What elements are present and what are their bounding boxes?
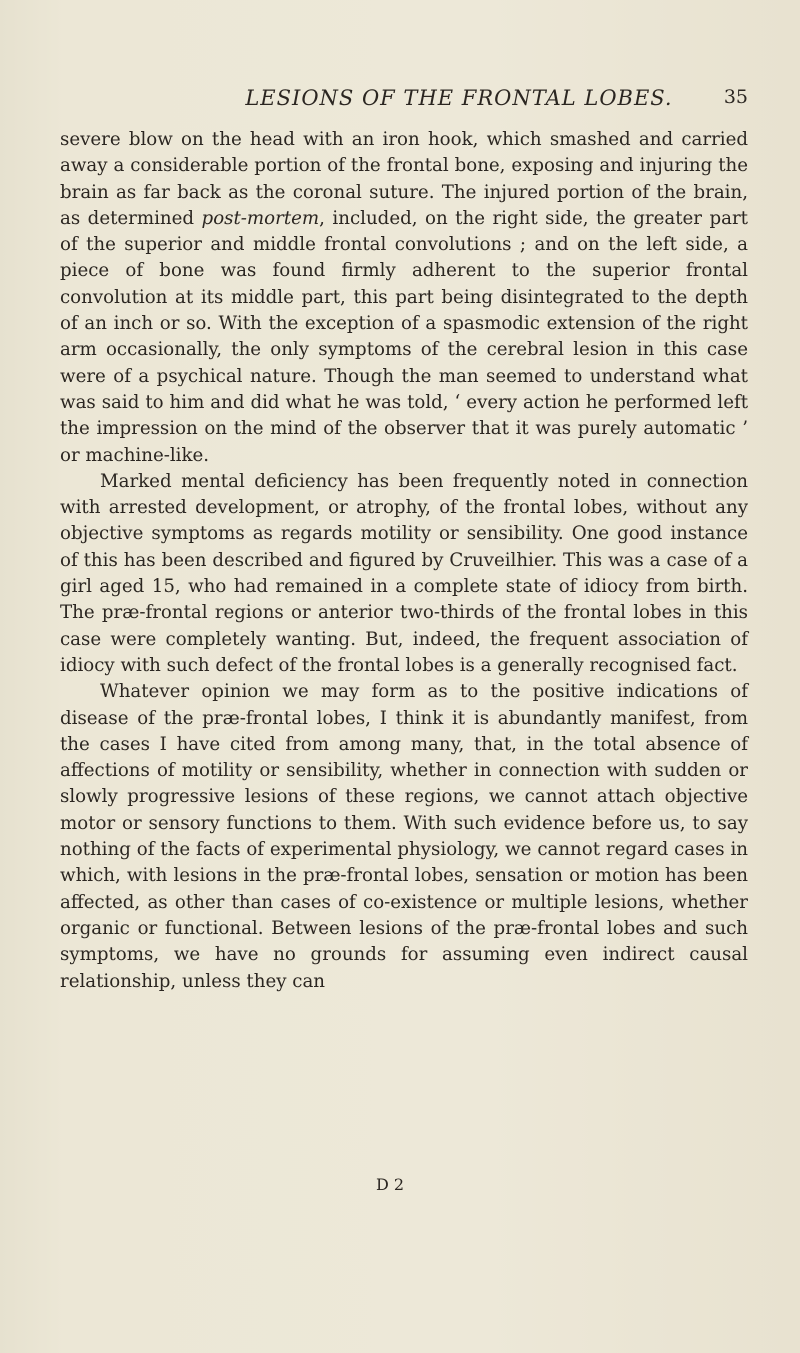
page-number: 35 xyxy=(723,86,748,108)
paragraph-1 xyxy=(60,127,748,469)
paragraph-1-italic: post-mortem xyxy=(201,207,320,229)
running-head xyxy=(60,86,748,116)
running-title: LESIONS OF THE FRONTAL LOBES. xyxy=(245,86,673,110)
body-text xyxy=(60,127,748,995)
paragraph-1-pre: severe blow on the head with an iron hook, which smashed and carried away a considerable portion of the frontal bone, exposing and injuring the brain as far back as the coronal suture. The injured portion of the brain, as determined xyxy=(60,129,748,229)
paragraph-3: Whatever opinion we may form as to the positive indications of disease of the præ-frontal lobes, I think it is abundantly manifest, from the cases I have cited from among many, that, in the total absence of affections of motility or sensibility, whether in connection with sudden or slowly progressive lesions of these regions, we cannot attach objective motor or sensory functions to them. With such evidence before us, to say nothing of the facts of experimental physiology, we cannot regard cases in which, with lesions in the præ-frontal lobes, sensation or motion has been affected, as other than cases of co-existence or multiple lesions, whether organic or functional. Between lesions of the præ-frontal lobes and such symptoms, we have no grounds for assuming even indirect causal relationship, unless they can xyxy=(60,681,748,992)
paragraph-2: Marked mental deficiency has been frequently noted in connection with arrested development, or atrophy, of the frontal lobes, without any objective symptoms as regards motility or sensibility. One good instance of this has been described and figured by Cruveilhier. This was a case of a girl aged 15, who had remained in a complete state of idiocy from birth. The præ-frontal regions or anterior two-thirds of the frontal lobes in this case were completely wanting. But, indeed, the frequent association of idiocy with such defect of the frontal lobes is a generally recognised fact. xyxy=(60,470,748,676)
paragraph-1-post: , included, on the right side, the greater part of the superior and middle frontal convolutions ; and on the left side, a piece of bone was found firmly adherent to the superior frontal convolution at its middle part, this part being disintegrated to the depth of an inch or so. With the exception of a spasmodic extension of the right arm occasionally, the only symptoms of the cerebral lesion in this case were of a psychical nature. Though the man seemed to understand what was said to him and did what he was told, ‘ every action he performed left the impression on the mind of the observer that it was purely automatic ’ or machine-like. xyxy=(60,207,748,466)
signature-mark: D 2 xyxy=(376,1175,405,1194)
